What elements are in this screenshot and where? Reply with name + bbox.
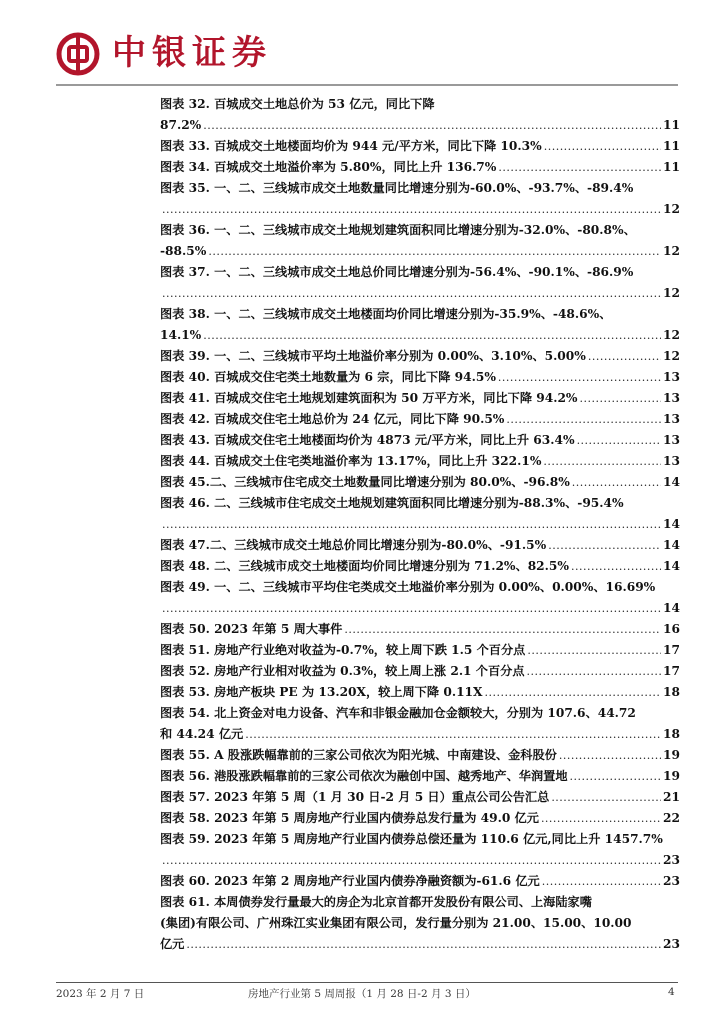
toc-entry-label: 图表 44. 百城成交土住宅类地溢价率为 13.17%，同比上升 322.1% <box>160 454 542 468</box>
toc-page-number: 17 <box>663 664 680 678</box>
toc-entry[interactable] <box>160 619 680 640</box>
toc-entry[interactable] <box>160 661 680 682</box>
toc-page-number: 22 <box>663 811 680 825</box>
leader-dots <box>544 136 661 157</box>
toc-entry-label-continued: -88.5% <box>160 244 207 258</box>
leader-dots <box>485 682 662 703</box>
toc-page-number: 16 <box>663 622 680 636</box>
toc-entry[interactable] <box>160 262 680 304</box>
footer-date: 2023 年 2 月 7 日 <box>56 988 145 1000</box>
leader-dots <box>498 367 661 388</box>
toc-entry[interactable] <box>160 94 680 136</box>
toc-entry-label-continued: 亿元 <box>160 937 185 951</box>
toc-entry-label: 图表 47.二、三线城市成交土地总价同比增速分别为-80.0%、-91.5% <box>160 538 547 552</box>
leader-dots <box>527 640 661 661</box>
toc-page-number: 13 <box>663 433 680 447</box>
leader-dots <box>577 430 661 451</box>
leader-dots <box>162 199 661 220</box>
toc-entry-label: 图表 35. 一、二、三线城市成交土地数量同比增速分别为-60.0%、-93.7%、-89.4% <box>160 181 634 195</box>
toc-entry[interactable] <box>160 682 680 703</box>
leader-dots <box>162 850 661 871</box>
toc-entry-label: 图表 51. 房地产行业绝对收益为-0.7%，较上周下跌 1.5 个百分点 <box>160 643 526 657</box>
toc-page-number: 13 <box>663 454 680 468</box>
toc-entry-label-continued: (集团)有限公司、广州珠江实业集团有限公司，发行量分别为 21.00、15.00、10.00 <box>160 916 632 930</box>
toc-entry-label: 图表 56. 港股涨跌幅靠前的三家公司依次为融创中国、越秀地产、华润置地 <box>160 769 568 783</box>
toc-entry[interactable] <box>160 220 680 262</box>
toc-entry[interactable] <box>160 640 680 661</box>
toc-entry-label: 图表 58. 2023 年第 5 周房地产行业国内债券总发行量为 49.0 亿元 <box>160 811 539 825</box>
toc-entry-label: 图表 39. 一、二、三线城市平均土地溢价率分别为 0.00%、3.10%、5.00% <box>160 349 586 363</box>
toc-page-number: 14 <box>663 559 680 573</box>
bank-of-china-logo-icon <box>56 32 100 76</box>
leader-dots <box>162 598 661 619</box>
toc-entry-label: 图表 40. 百城成交住宅类土地数量为 6 宗，同比下降 94.5% <box>160 370 496 384</box>
toc-entry[interactable] <box>160 346 680 367</box>
toc-page-number: 14 <box>663 517 680 531</box>
toc-page-number: 18 <box>663 685 680 699</box>
toc-entry[interactable] <box>160 808 680 829</box>
toc-entry[interactable] <box>160 157 680 178</box>
toc-page-number: 18 <box>663 727 680 741</box>
toc-entry-label: 图表 49. 一、二、三线城市平均住宅类成交土地溢价率分别为 0.00%、0.00%、16.69% <box>160 580 656 594</box>
toc-entry[interactable] <box>160 766 680 787</box>
leader-dots <box>588 346 661 367</box>
toc-entry[interactable] <box>160 304 680 346</box>
toc-entry[interactable] <box>160 388 680 409</box>
leader-dots <box>570 766 662 787</box>
leader-dots <box>162 283 661 304</box>
leader-dots <box>551 787 661 808</box>
toc-entry-label: 图表 38. 一、二、三线城市成交土地楼面均价同比增速分别为-35.9%、-48.6%、 <box>160 307 612 321</box>
leader-dots <box>186 934 661 955</box>
toc-entry[interactable] <box>160 577 680 619</box>
toc-page-number: 17 <box>663 643 680 657</box>
toc-entry-label: 图表 42. 百城成交住宅土地总价为 24 亿元，同比下降 90.5% <box>160 412 505 426</box>
toc-page-number: 12 <box>663 349 680 363</box>
leader-dots <box>344 619 661 640</box>
leader-dots <box>571 556 661 577</box>
toc-page-number: 14 <box>663 475 680 489</box>
toc-entry[interactable] <box>160 892 680 955</box>
footer-report-title: 房地产行业第 5 周周报（1 月 28 日-2 月 3 日） <box>248 988 476 1000</box>
toc-entry[interactable] <box>160 493 680 535</box>
footer-page-number: 4 <box>668 986 675 998</box>
leader-dots <box>548 535 661 556</box>
toc-page-number: 14 <box>663 538 680 552</box>
toc-entry-label: 图表 43. 百城成交住宅土地楼面均价为 4873 元/平方米，同比上升 63.4% <box>160 433 575 447</box>
toc-entry[interactable] <box>160 367 680 388</box>
toc-entry-label: 图表 54. 北上资金对电力设备、汽车和非银金融加仓金额较大，分别为 107.6、44.72 <box>160 706 636 720</box>
toc-page-number: 12 <box>663 328 680 342</box>
toc-page-number: 13 <box>663 370 680 384</box>
toc-entry-label: 图表 36. 一、二、三线城市成交土地规划建筑面积同比增速分别为-32.0%、-80.8%、 <box>160 223 636 237</box>
toc-page-number: 11 <box>663 160 680 174</box>
toc-entry-label: 图表 55. A 股涨跌幅靠前的三家公司依次为阳光城、中南建设、金科股份 <box>160 748 557 762</box>
figure-list <box>160 94 680 955</box>
toc-entry-label: 图表 52. 房地产行业相对收益为 0.3%，较上周上涨 2.1 个百分点 <box>160 664 525 678</box>
toc-page-number: 23 <box>663 853 680 867</box>
toc-entry[interactable] <box>160 430 680 451</box>
toc-entry-label: 图表 41. 百城成交住宅土地规划建筑面积为 50 万平方米，同比下降 94.2% <box>160 391 578 405</box>
toc-entry[interactable] <box>160 136 680 157</box>
toc-page-number: 12 <box>663 286 680 300</box>
leader-dots <box>245 724 661 745</box>
toc-page-number: 23 <box>663 874 680 888</box>
toc-entry-label: 图表 46. 二、三线城市住宅成交土地规划建筑面积同比增速分别为-88.3%、-95.4% <box>160 496 624 510</box>
leader-dots <box>506 409 661 430</box>
toc-entry[interactable] <box>160 451 680 472</box>
toc-entry[interactable] <box>160 472 680 493</box>
toc-entry-label: 图表 57. 2023 年第 5 周（1 月 30 日-2 月 5 日）重点公司公告汇总 <box>160 790 550 804</box>
footer-divider <box>56 982 678 983</box>
toc-page-number: 13 <box>663 412 680 426</box>
toc-page-number: 21 <box>663 790 680 804</box>
leader-dots <box>580 388 662 409</box>
toc-entry-label: 图表 53. 房地产板块 PE 为 13.20X，较上周下降 0.11X <box>160 685 483 699</box>
page-header <box>56 28 676 78</box>
toc-entry[interactable] <box>160 556 680 577</box>
toc-entry[interactable] <box>160 829 680 871</box>
toc-entry-label: 图表 45.二、三线城市住宅成交土地数量同比增速分别为 80.0%、-96.8% <box>160 475 570 489</box>
toc-entry-label: 图表 32. 百城成交土地总价为 53 亿元，同比下降 <box>160 97 435 111</box>
toc-entry-label: 图表 60. 2023 年第 2 周房地产行业国内债券净融资额为-61.6 亿元 <box>160 874 540 888</box>
toc-page-number: 11 <box>663 139 680 153</box>
toc-entry-label-continued: 和 44.24 亿元 <box>160 727 244 741</box>
leader-dots <box>498 157 661 178</box>
toc-entry-label: 图表 59. 2023 年第 5 周房地产行业国内债券总偿还量为 110.6 亿元,同比上升 1457.7% <box>160 832 663 846</box>
toc-entry-label-continued: 87.2% <box>160 118 202 132</box>
toc-entry[interactable] <box>160 409 680 430</box>
toc-entry-label: 图表 61. 本周债券发行量最大的房企为北京首都开发股份有限公司、上海陆家嘴 <box>160 895 592 909</box>
toc-entry-label-continued: 14.1% <box>160 328 202 342</box>
toc-entry[interactable] <box>160 787 680 808</box>
toc-entry-label: 图表 34. 百城成交土地溢价率为 5.80%，同比上升 136.7% <box>160 160 497 174</box>
leader-dots <box>542 871 661 892</box>
toc-entry[interactable] <box>160 871 680 892</box>
leader-dots <box>572 472 661 493</box>
leader-dots <box>203 325 661 346</box>
toc-page-number: 12 <box>663 244 680 258</box>
toc-entry-label: 图表 48. 二、三线城市成交土地楼面均价同比增速分别为 71.2%、82.5% <box>160 559 569 573</box>
toc-entry-label: 图表 33. 百城成交土地楼面均价为 944 元/平方米，同比下降 10.3% <box>160 139 542 153</box>
leader-dots <box>559 745 661 766</box>
toc-entry[interactable] <box>160 703 680 745</box>
toc-entry[interactable] <box>160 745 680 766</box>
toc-page-number: 12 <box>663 202 680 216</box>
toc-page-number: 13 <box>663 391 680 405</box>
leader-dots <box>543 451 661 472</box>
leader-dots <box>162 514 661 535</box>
toc-page-number: 19 <box>663 769 680 783</box>
toc-entry-label: 图表 50. 2023 年第 5 周大事件 <box>160 622 343 636</box>
toc-entry[interactable] <box>160 535 680 556</box>
leader-dots <box>541 808 661 829</box>
toc-page-number: 11 <box>663 118 680 132</box>
toc-page-number: 23 <box>663 937 680 951</box>
toc-page-number: 19 <box>663 748 680 762</box>
leader-dots <box>203 115 661 136</box>
header-divider <box>56 84 678 86</box>
toc-entry-label: 图表 37. 一、二、三线城市成交土地总价同比增速分别为-56.4%、-90.1%、-86.9% <box>160 265 634 279</box>
leader-dots <box>527 661 662 682</box>
brand-name: 中银证券 <box>112 33 272 73</box>
toc-entry[interactable] <box>160 178 680 220</box>
leader-dots <box>208 241 661 262</box>
toc-page-number: 14 <box>663 601 680 615</box>
